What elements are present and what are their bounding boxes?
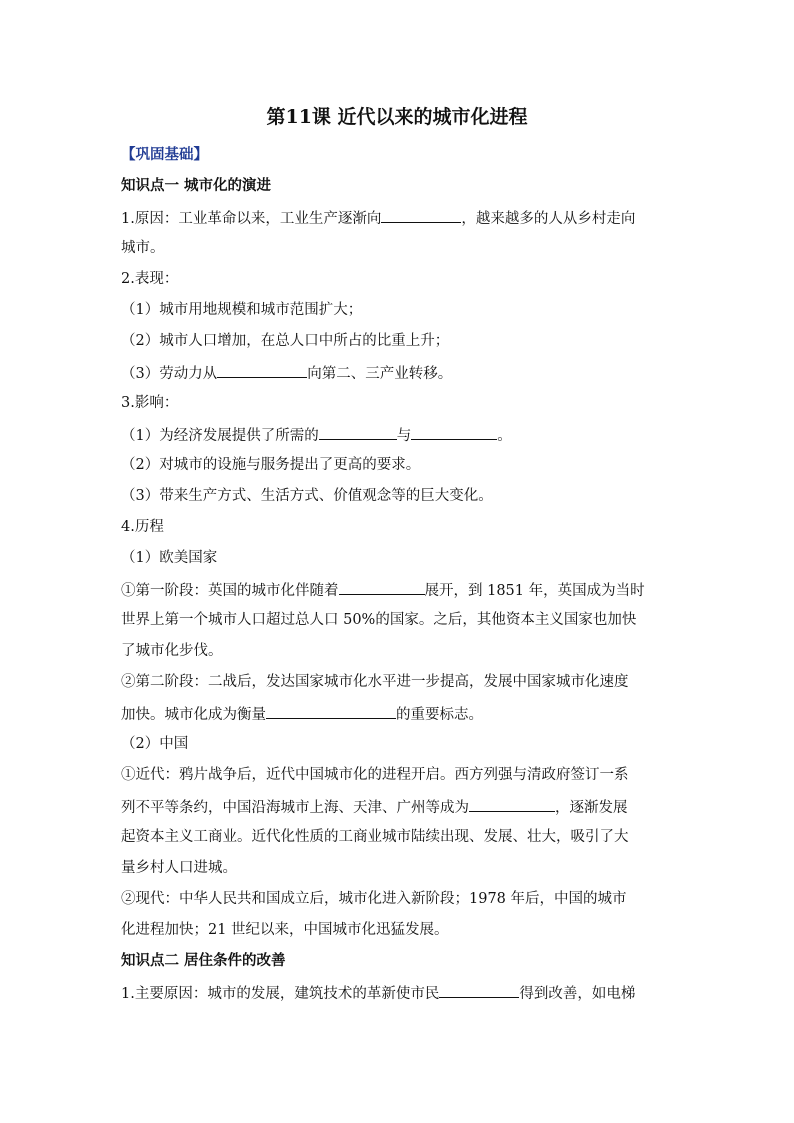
kp1-cause-line2: 城市。 — [121, 240, 165, 256]
kp1-china-modern-line3: 起资本主义工商业。近代化性质的工商业城市陆续出现、发展、壮大，吸引了大 — [121, 829, 629, 845]
kp1-china-contemporary-line1: ②现代：中华人民共和国成立后，城市化进入新阶段；1978 年后，中国的城市 — [121, 891, 627, 907]
kp1-china-modern-line2 — [121, 796, 681, 818]
china1-text-c: ，逐渐发展 — [555, 800, 628, 816]
perf3-text-a: （3）劳动力从 — [121, 366, 218, 382]
section-tag-text: 【巩固基础】 — [121, 146, 208, 163]
kp1-cause-text-b: ，越来越多的人从乡村走向 — [461, 211, 636, 227]
kp1-west-stage1-line3: 了城市化步伐。 — [121, 643, 223, 659]
kp1-china-modern-line4: 量乡村人口进城。 — [121, 860, 237, 876]
china1-text-b: 列不平等条约，中国沿海城市上海、天津、广州等成为 — [121, 800, 469, 816]
page-title: 第11课 近代以来的城市化进程 — [266, 106, 528, 128]
kp1-west-stage1-line1 — [121, 579, 681, 601]
kp1-history-heading: 4.历程 — [121, 519, 164, 535]
kp1-china-modern-line1: ①近代：鸦片战争后，近代中国城市化的进程开启。西方列强与清政府签订一系 — [121, 767, 629, 783]
kp1-performance-item1: （1）城市用地规模和城市范围扩大； — [121, 302, 363, 318]
impact1-text-a: （1）为经济发展提供了所需的 — [121, 428, 319, 444]
impact1-text-b: 与 — [396, 428, 412, 444]
kp1-impact-item2: （2）对城市的设施与服务提出了更高的要求。 — [121, 457, 421, 473]
fill-blank[interactable] — [411, 424, 497, 440]
kp1-performance-heading: 2.表现： — [121, 271, 179, 287]
fill-blank[interactable] — [319, 424, 397, 440]
kp1-impact-item3: （3）带来生产方式、生活方式、价值观念等的巨大变化。 — [121, 488, 493, 504]
kp1-impact-heading: 3.影响： — [121, 395, 179, 411]
fill-blank[interactable] — [217, 362, 307, 378]
kp1-west-stage2-line1: ②第二阶段：二战后，发达国家城市化水平进一步提高，发展中国家城市化速度 — [121, 674, 629, 690]
fill-blank[interactable] — [439, 982, 519, 998]
kp2-reason-line1 — [121, 982, 681, 1004]
west2-text-c: 的重要标志。 — [396, 707, 483, 723]
fill-blank[interactable] — [469, 796, 555, 812]
west1-text-a: ①第一阶段：英国的城市化伴随着 — [121, 583, 339, 599]
fill-blank[interactable] — [381, 207, 461, 223]
kp1-performance-item2: （2）城市人口增加，在总人口中所占的比重上升； — [121, 333, 450, 349]
kp1-west-stage2-line2 — [121, 703, 681, 725]
kp2-heading: 知识点二 居住条件的改善 — [121, 952, 286, 969]
kp2-reason-text-b: 得到改善，如电梯 — [519, 986, 636, 1002]
west1-text-b: 展开，到 1851 年，英国成为当时 — [424, 583, 645, 599]
kp1-cause-line1 — [121, 207, 681, 229]
west2-text-b: 加快。城市化成为衡量 — [121, 707, 266, 723]
kp1-cause-text-a: 1.原因：工业革命以来，工业生产逐渐向 — [121, 211, 382, 227]
kp1-west-stage1-line2: 世界上第一个城市人口超过总人口 50%的国家。之后，其他资本主义国家也加快 — [121, 612, 637, 628]
kp1-china-contemporary-line2: 化进程加快；21 世纪以来，中国城市化迅猛发展。 — [121, 922, 449, 938]
kp2-reason-text-a: 1.主要原因：城市的发展，建筑技术的革新使市民 — [121, 986, 440, 1002]
kp1-heading: 知识点一 城市化的演进 — [121, 177, 272, 194]
fill-blank[interactable] — [266, 703, 396, 719]
perf3-text-b: 向第二、三产业转移。 — [307, 366, 453, 382]
fill-blank[interactable] — [339, 579, 425, 595]
kp1-impact-item1 — [121, 424, 681, 446]
section-tag — [121, 145, 681, 165]
kp1-china-heading: （2）中国 — [121, 736, 189, 752]
kp1-performance-item3 — [121, 362, 681, 384]
impact1-text-c: 。 — [497, 428, 512, 444]
kp1-west-heading: （1）欧美国家 — [121, 550, 218, 566]
